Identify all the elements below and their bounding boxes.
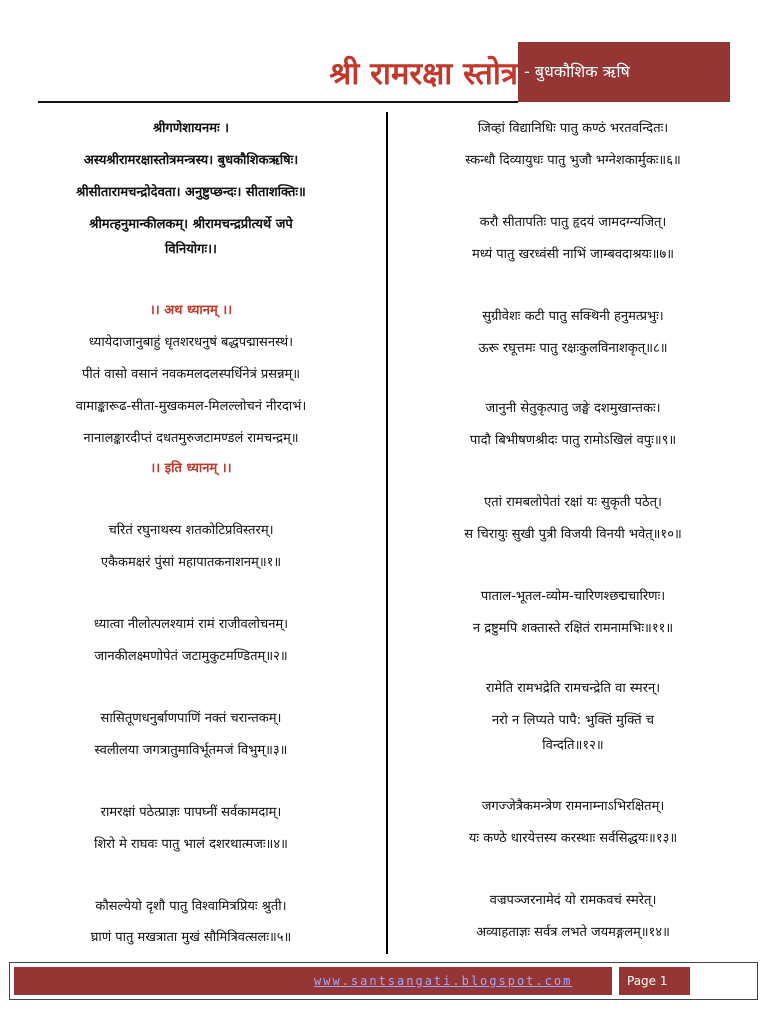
footer-website-link[interactable]: www.santsangati.blogspot.com (314, 974, 573, 988)
column-divider (386, 112, 388, 954)
verse-line: सासितूणधनुर्बाणपाणिं नक्तं चरान्तकम्। (100, 711, 282, 726)
verse-line: एकैकमक्षरं पुंसां महापातकनाशनम्॥१॥ (100, 555, 282, 570)
verse-line: पाताल-भूतल-व्योम-चारिणश्छद्मचारिणः। (480, 589, 666, 604)
verse-line: जगज्जेत्रैकमन्त्रेण रामनाम्नाऽभिरक्षितम्। (481, 799, 665, 814)
verse-line: चरितं रघुनाथस्य शतकोटिप्रविस्तरम्। (108, 523, 274, 538)
verse-line: मध्यं पातु खरध्वंसी नाभिं जाम्बवदाश्रयः॥७॥ (471, 247, 675, 262)
verse-line: नरो न लिप्यते पापै: भुक्तिं मुक्तिं च (491, 713, 655, 728)
verse-line: ऊरू रघूत्तमः पातु रक्षःकुलविनाशकृत्॥८॥ (478, 341, 668, 356)
verse-line: विनियोगः।। (165, 242, 217, 257)
left-text-column (15, 112, 367, 952)
verse-line: पीतं वासो वसानं नवकमलदलस्पर्धिनेत्रं प्रसन्नम्॥ (81, 367, 301, 382)
right-text-column (398, 112, 748, 948)
verse-line: स्वलीलया जगत्रातुमाविर्भूतमजं विभुम्॥३॥ (94, 743, 288, 758)
verse-line: श्रीसीतारामचन्द्रोदेवता। अनुष्टुप्छन्दः। सीताशक्तिः॥ (76, 185, 306, 200)
page-number: Page 1 (619, 967, 690, 995)
verse-line: रामरक्षां पठेत्प्राज्ञः पापघ्नीं सर्वकामदाम्। (100, 805, 282, 820)
verse-line: शिरो मे राघवः पातु भालं दशरथात्मजः॥४॥ (94, 837, 288, 852)
verse-line: एतां रामबलोपेतां रक्षां यः सुकृती पठेत्। (484, 495, 662, 510)
verse-line: ध्यायेदाजानुबाहुं धृतशरधनुषं बद्धपद्मासनस्थं। (88, 335, 294, 350)
verse-line: न द्रष्टुमपि शक्तास्ते रक्षितं रामनामभिः॥११॥ (472, 621, 674, 636)
verse-line: स्कन्धौ दिव्यायुधः पातु भुजौ भग्नेशकार्मुकः॥६॥ (465, 153, 681, 168)
verse-line: नानालङ्कारदीप्तं दधतमुरुजटामण्डलं रामचन्द्रम्॥ (83, 431, 299, 446)
verse-line: करौ सीतापतिः पातु हृदयं जामदग्न्यजित्। (479, 215, 667, 230)
verse-line: स चिरायुः सुखी पुत्री विजयी विनयी भवेत्॥१०॥ (464, 527, 682, 542)
verse-line: जानकीलक्ष्मणोपेतं जटामुकुटमण्डितम्॥२॥ (94, 649, 288, 664)
verse-line: वज्रपञ्जरनामेदं यो रामकवचं स्मरेत्। (489, 893, 657, 908)
verse-line: यः कण्ठे धारयेत्तस्य करस्थाः सर्वसिद्धयः॥१३॥ (468, 831, 678, 846)
verse-line: पादौ बिभीषणश्रीदः पातु रामोऽखिलं वपुः॥९॥ (469, 433, 677, 448)
verse-line: जानुनी सेतुकृत्पातु जङ्घे दशमुखान्तकः। (485, 401, 661, 416)
verse-line: रामेति रामभद्रेति रामचन्द्रेति वा स्मरन्। (485, 681, 661, 696)
footer-bar (14, 967, 612, 995)
verse-line: अस्यश्रीरामरक्षास्तोत्रमन्त्रस्य। बुधकौशिकऋषिः। (83, 153, 299, 168)
verse-line: श्रीगणेशायनमः । (152, 121, 230, 136)
section-heading: ।। अथ ध्यानम् ।। (149, 303, 233, 318)
document-title: श्री रामरक्षा स्तोत्र (329, 56, 518, 92)
verse-line: घ्राणं पातु मखत्राता मुखं सौमित्रिवत्सलः॥५॥ (90, 930, 292, 945)
verse-line: सुग्रीवेशः कटी पातु सक्थिनी हनुमत्प्रभुः। (482, 309, 664, 324)
title-author-banner: - बुधकौशिक ऋषि (518, 42, 730, 102)
title-underline (38, 101, 518, 103)
verse-line: वामाङ्कारूढ-सीता-मुखकमल-मिलल्लोचनं नीरदाभं। (75, 399, 307, 414)
verse-line: विन्दति॥१२॥ (542, 738, 604, 753)
verse-line: अव्याहताज्ञः सर्वत्र लभते जयमङ्गलम्॥१४॥ (476, 925, 670, 940)
verse-line: श्रीमत्हनुमान्कीलकम्। श्रीरामचन्द्रप्रीत्यर्थे जपे (89, 217, 293, 232)
verse-line: जिव्हां विद्यानिधिः पातु कण्ठं भरतवन्दितः। (477, 121, 669, 136)
section-heading: ।। इति ध्यानम् ।। (150, 461, 232, 476)
verse-line: कौसल्येयो दृशौ पातु विश्वामित्रप्रियः श्रुती। (95, 899, 287, 914)
verse-line: ध्यात्वा नीलोत्पलश्यामं रामं राजीवलोचनम्। (93, 617, 289, 632)
